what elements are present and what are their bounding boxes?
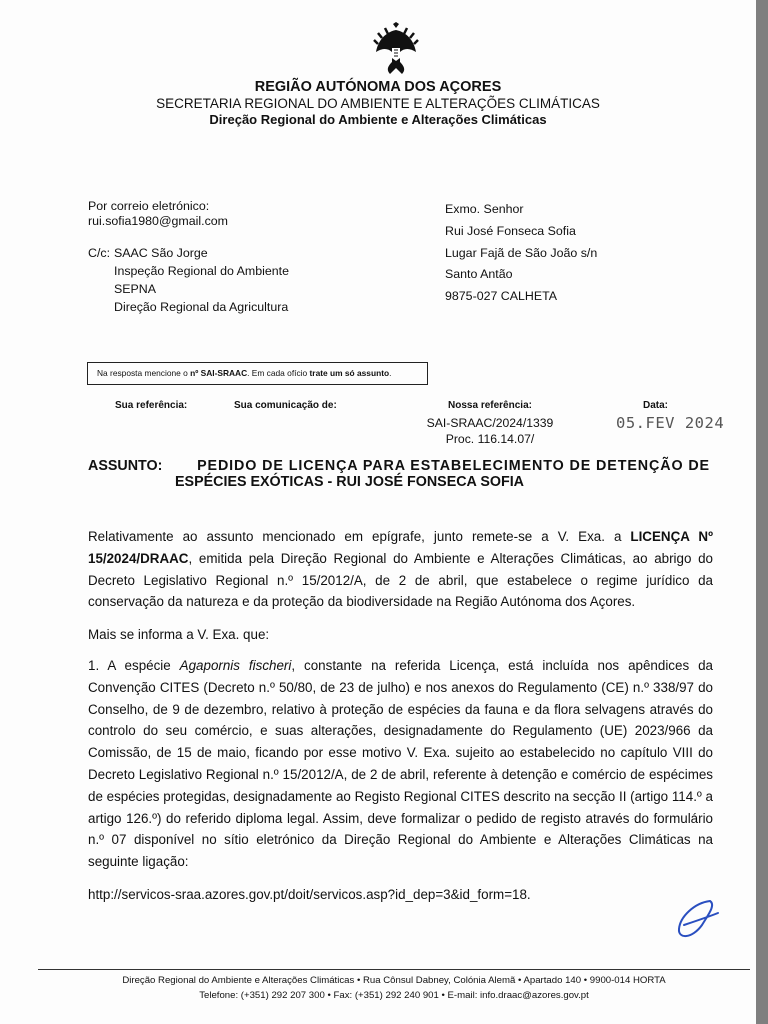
recipient-line: 9875-027 CALHETA [445,289,558,304]
recipient-line: Santo Antão [445,267,513,282]
region-title: REGIÃO AUTÓNOMA DOS AÇORES [254,79,502,95]
email-label: Por correio eletrónico: [88,199,210,213]
recipient-line: Lugar Fajã de São João s/n [445,245,598,260]
cc-item: Direção Regional da Agricultura [114,300,289,314]
subject-line: ESPÉCIES EXÓTICAS - RUI JOSÉ FONSECA SOFIA [175,474,525,490]
date-label: Data: [643,400,669,411]
paragraph-2: Mais se informa a V. Exa. que: [88,627,270,642]
subject-label: ASSUNTO: [88,458,163,474]
footer-address: Direção Regional do Ambiente e Alterações Climáticas • Rua Cônsul Dabney, Colónia Alemã • Apartado 140 • 9900-014 HORTA [122,975,666,986]
paragraph-1: Relativamente ao assunto mencionado em epígrafe, junto remete-se a V. Exa. a LICENÇA Nº 15/2024/DRAAC, emitida pela Direção Regional do Ambiente e Alterações Climáticas, ao abrigo do Decreto Legislativo Regional n.º 15/2012/A, de 2 de abril, que estabelece o regime jurídico da conservação da natureza e da proteção da biodiversidade na Região Autónoma dos Açores. [88,529,713,610]
our-reference-label: Nossa referência: [448,400,532,411]
signature-initials [672,895,724,943]
secretariat-title: SECRETARIA REGIONAL DO AMBIENTE E ALTERAÇÕES CLIMÁTICAS [156,96,600,111]
form-link[interactable]: http://servicos-sraa.azores.gov.pt/doit/servicos.asp?id_dep=3&id_form=18. [88,887,531,902]
your-reference-label: Sua referência: [115,400,188,411]
our-reference: SAI-SRAAC/2024/1339 [426,416,554,430]
reply-notice-box: Na resposta mencione o nº SAI-SRAAC. Em cada ofício trate um só assunto. [87,362,428,385]
cc-item: SEPNA [114,282,157,296]
email-address: rui.sofia1980@gmail.com [88,214,228,228]
date-stamp: 05.FEV 2024 [616,414,725,432]
subject-line: PEDIDO DE LICENÇA PARA ESTABELECIMENTO DE DETENÇÃO DE [197,458,710,474]
process-number: Proc. 116.14.07/ [445,432,535,446]
recipient-line: Rui José Fonseca Sofia [445,223,576,238]
footer-contacts: Telefone: (+351) 292 207 300 • Fax: (+351) 292 240 901 • E-mail: info.draac@azores.gov.pt [199,990,589,1001]
recipient-address [445,199,597,308]
cc-item: SAAC São Jorge [114,246,208,260]
subject [88,458,710,490]
recipient-line: Exmo. Senhor [445,202,524,216]
paragraph-3: 1. A espécie Agapornis fischeri, constante na referida Licença, está incluída nos apêndices da Convenção CITES (Decreto n.º 50/80, de 23 de julho) e nos anexos do Regulamento (CE) n.º 338/97 do Conselho, de 9 de dezembro, relativo à proteção de espécies da fauna e da flora selvagens através do controlo do seu comércio, e suas alterações, designadamente do Regulamento (UE) 2023/966 da Comissão, de 15 de maio, ficando por esse motivo V. Exa. sujeito ao estabelecido no capítulo VIII do Decreto Legislativo Regional n.º 15/2012/A, de 2 de abril, referente à detenção e comércio de espécimes de espécies protegidas, designadamente ao Registo Regional CITES descrito na secção II (artigo 114.º a artigo 126.º) do referido diploma legal. Assim, deve formalizar o pedido de registo através do formulário n.º 07 disponível no sítio eletrónico da Direção Regional do Ambiente e Alterações Climáticas na seguinte ligação: [88,658,713,870]
footer-divider [38,969,750,970]
cc-item: Inspeção Regional do Ambiente [114,264,289,278]
directorate-title: Direção Regional do Ambiente e Alterações Climáticas [209,112,547,127]
coat-of-arms-icon [372,22,420,76]
your-communication-label: Sua comunicação de: [234,400,337,411]
cc-label: C/c: [88,246,111,260]
